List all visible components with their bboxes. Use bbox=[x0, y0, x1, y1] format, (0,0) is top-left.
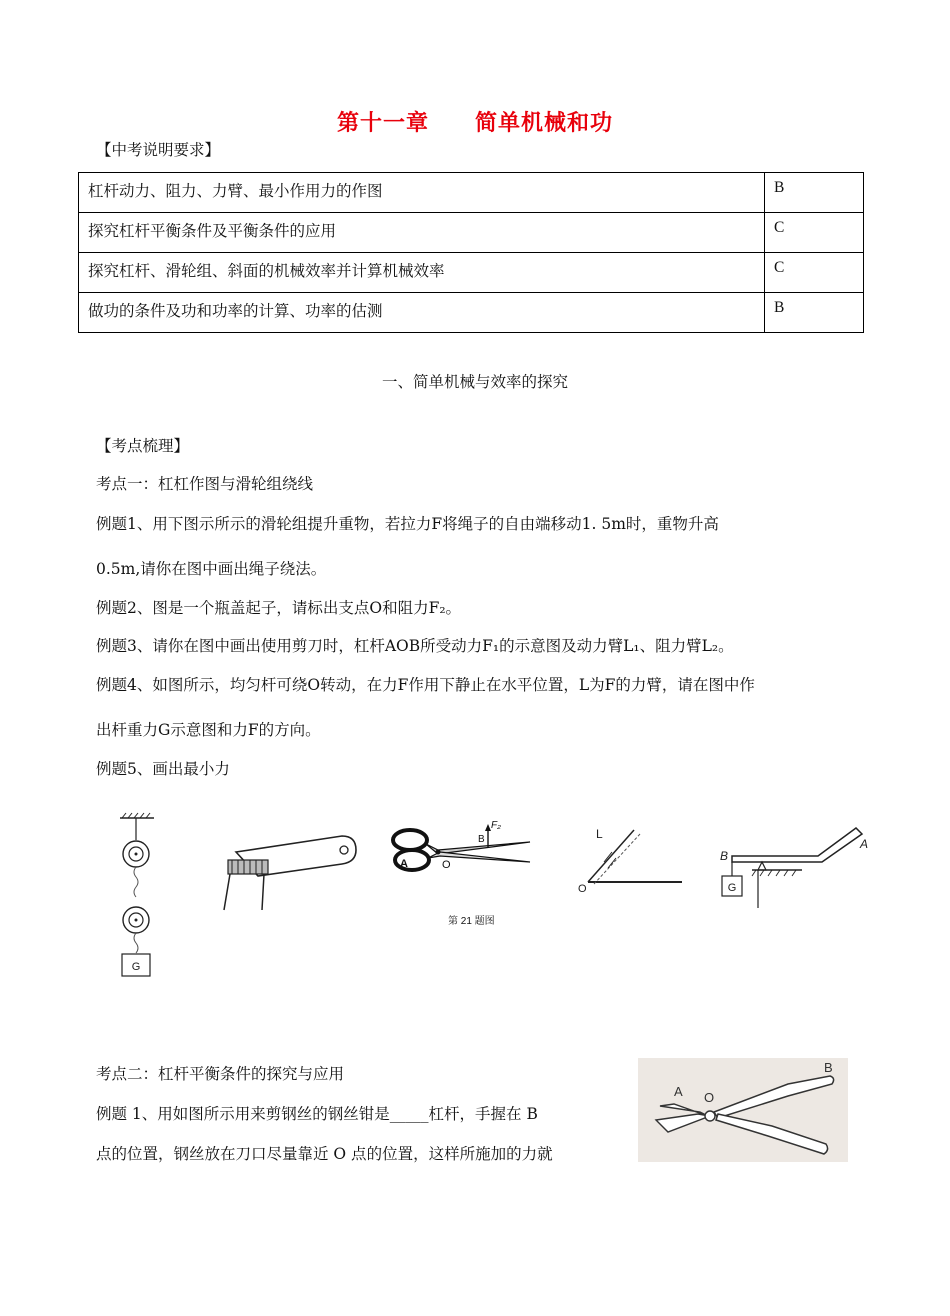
requirement-level: B bbox=[765, 293, 864, 333]
requirement-item: 探究杠杆平衡条件及平衡条件的应用 bbox=[79, 213, 765, 253]
requirement-item: 做功的条件及功和功率的计算、功率的估测 bbox=[79, 293, 765, 333]
section-title: 一、简单机械与效率的探究 bbox=[381, 373, 568, 391]
bottle-opener-figure bbox=[214, 832, 364, 912]
requirement-item: 探究杠杆、滑轮组、斜面的机械效率并计算机械效率 bbox=[79, 253, 765, 293]
table-row bbox=[79, 253, 864, 293]
label-o: O bbox=[442, 859, 451, 871]
weight-label: G bbox=[131, 961, 141, 973]
label-b: B bbox=[824, 1060, 833, 1075]
page-title: 第十一章 简单机械和功 bbox=[336, 111, 613, 136]
table-row bbox=[79, 173, 864, 213]
table-row bbox=[79, 213, 864, 253]
label-f2: F₂ bbox=[491, 820, 501, 831]
label-l: L bbox=[596, 827, 603, 841]
requirement-level: C bbox=[765, 253, 864, 293]
scissors-figure bbox=[388, 818, 538, 928]
label-a: A bbox=[400, 858, 408, 870]
example-6-line-1: 例题 1、用如图所示用来剪钢丝的钢丝钳是_____杠杆，手握在 B bbox=[96, 1105, 538, 1123]
pliers-figure bbox=[638, 1058, 848, 1162]
label-o: O bbox=[578, 883, 587, 894]
label-b: B bbox=[478, 834, 485, 845]
requirement-level: B bbox=[765, 173, 864, 213]
pulley-system-figure bbox=[108, 812, 170, 980]
requirements-table bbox=[78, 172, 864, 333]
example-3: 例题3、请你在图中画出使用剪刀时，杠杆AOB所受动力F₁的示意图及动力臂L₁、阻力臂L₂。 bbox=[96, 637, 734, 655]
example-2: 例题2、图是一个瓶盖起子，请标出支点O和阻力F₂。 bbox=[96, 599, 462, 617]
requirements-heading: 【中考说明要求】 bbox=[96, 141, 221, 159]
example-5: 例题5、画出最小力 bbox=[96, 760, 230, 778]
requirement-level: C bbox=[765, 213, 864, 253]
kaodian-2: 考点二：杠杆平衡条件的探究与应用 bbox=[96, 1065, 345, 1083]
example-1-line-2: 0.5m,请你在图中画出绳子绕法。 bbox=[96, 560, 327, 578]
label-g: G bbox=[727, 882, 737, 894]
bent-lever-figure bbox=[706, 818, 882, 914]
label-o: O bbox=[704, 1090, 715, 1105]
requirement-item: 杠杆动力、阻力、力臂、最小作用力的作图 bbox=[79, 173, 765, 213]
example-1-line-1: 例题1、用下图示所示的滑轮组提升重物，若拉力F将绳子的自由端移动1. 5m时，重物升高 bbox=[96, 515, 719, 533]
table-row bbox=[79, 293, 864, 333]
kaodian-heading: 【考点梳理】 bbox=[96, 437, 190, 455]
label-a: A bbox=[860, 837, 869, 851]
label-b: B bbox=[720, 849, 729, 863]
example-4-line-1: 例题4、如图所示，均匀杆可绕O转动，在力F作用下静止在水平位置，L为F的力臂，请在图中作 bbox=[96, 676, 755, 694]
label-a: A bbox=[674, 1084, 683, 1099]
example-6-line-2: 点的位置，钢丝放在刀口尽量靠近 O 点的位置，这样所施加的力就 bbox=[96, 1145, 553, 1163]
kaodian-1: 考点一：杠杠作图与滑轮组绕线 bbox=[96, 475, 314, 493]
scissors-caption: 第 21 题图 bbox=[448, 916, 495, 927]
example-4-line-2: 出杆重力G示意图和力F的方向。 bbox=[96, 721, 321, 739]
rod-figure bbox=[570, 822, 690, 894]
